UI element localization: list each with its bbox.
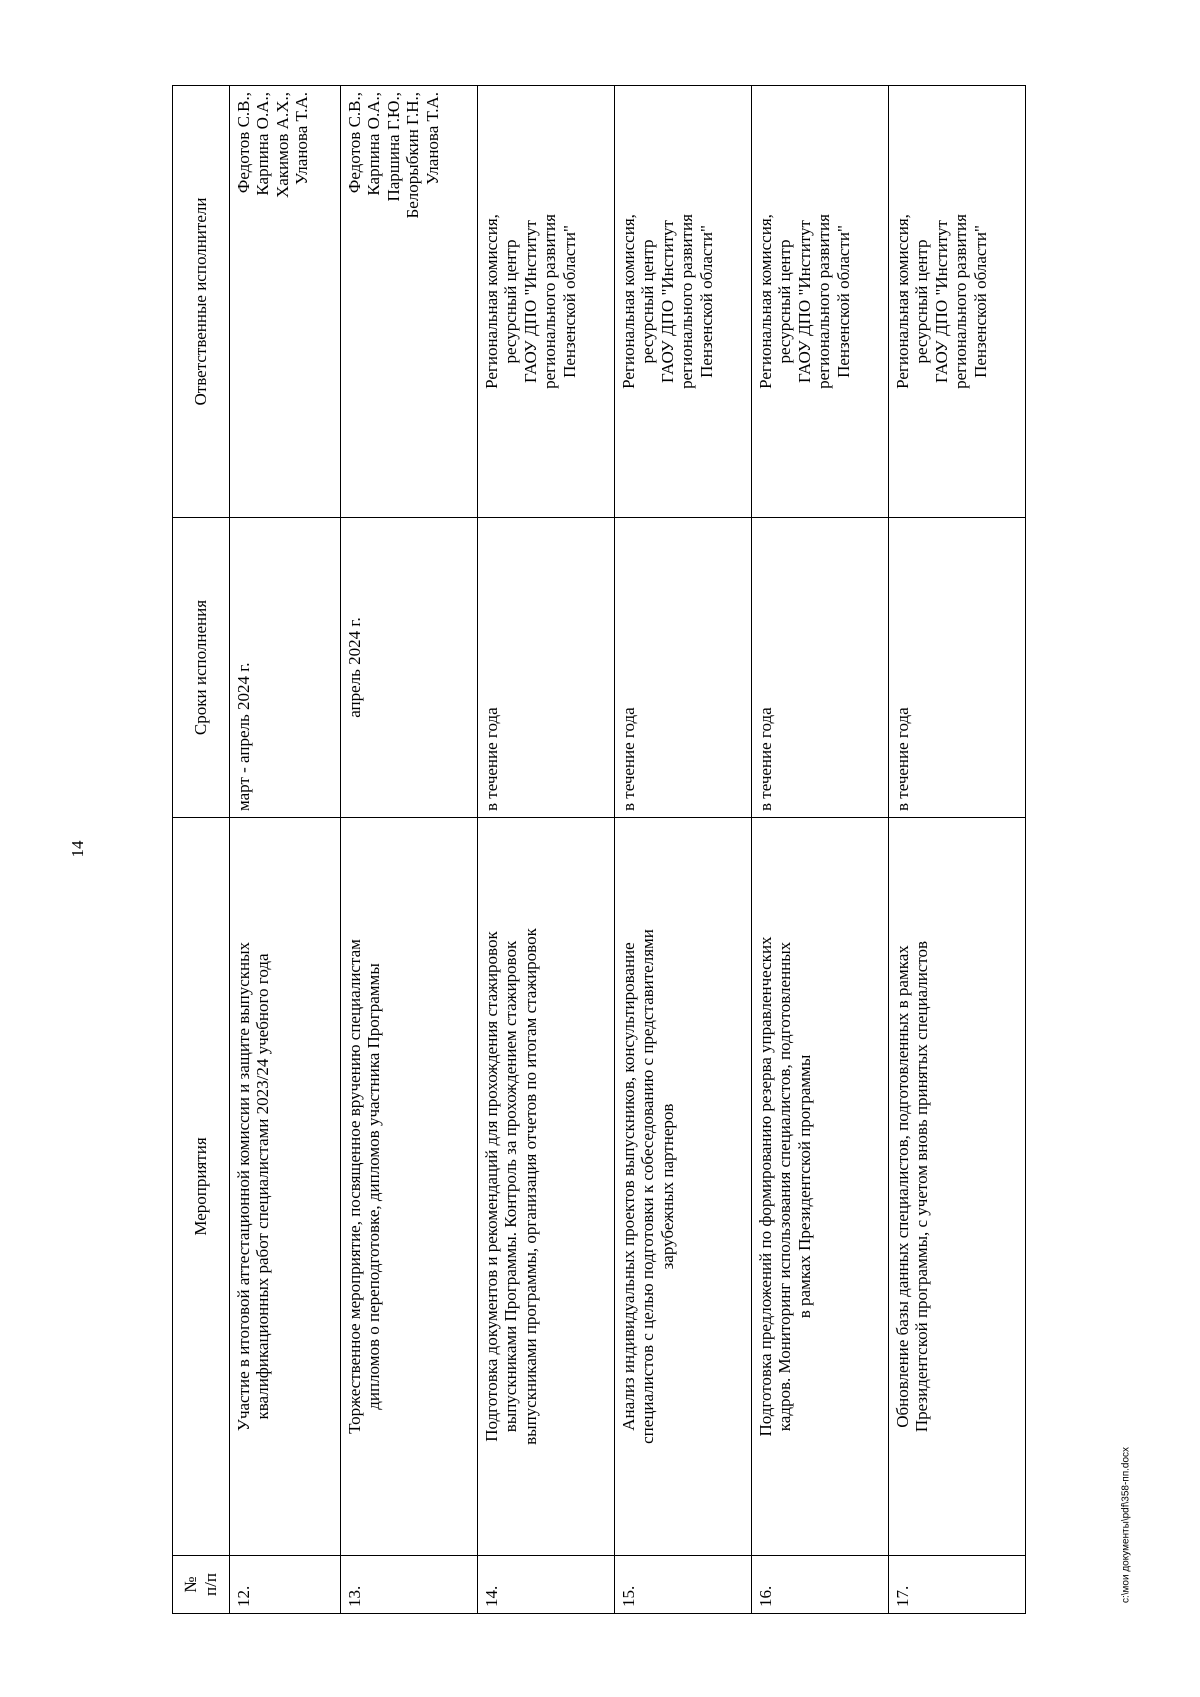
row-activity: Подготовка документов и рекомендаций для прохождения стажировок выпускниками Программы. Контроль за прохождением стажировок выпускниками программы, организация отчетов по итогам стажировок xyxy=(477,818,614,1556)
row-activity: Обновление базы данных специалистов, подготовленных в рамках Президентской программы, с учетом вновь принятых специалистов xyxy=(888,818,1025,1556)
header-responsible: Ответственные исполнители xyxy=(173,86,230,518)
row-activity: Участие в итоговой аттестационной комиссии и защите выпускных квалификационных работ специалистами 2023/24 учебного года xyxy=(229,818,340,1556)
page-number: 14 xyxy=(68,840,87,858)
row-responsible: Региональная комиссия, ресурсный центр ГАОУ ДПО "Институт регионального развития Пензенской области" xyxy=(614,86,751,518)
row-deadline: в течение года xyxy=(614,518,751,818)
row-deadline: в течение года xyxy=(477,518,614,818)
activities-table xyxy=(172,85,1026,1614)
row-responsible: Федотов С.В., Карпина О.А., Хакимов А.Х., Уланова Т.А. xyxy=(229,86,340,518)
row-responsible: Региональная комиссия, ресурсный центр ГАОУ ДПО "Институт регионального развития Пензенской области" xyxy=(751,86,888,518)
footer-file-path: c:\мои документы\pdf\358-пп.docx xyxy=(1120,1446,1132,1604)
table-header-row xyxy=(173,86,230,1614)
row-number: 12. xyxy=(229,1556,340,1614)
header-deadline: Сроки исполнения xyxy=(173,518,230,818)
table-row xyxy=(888,86,1025,1614)
row-responsible: Федотов С.В., Карпина О.А., Паршина Г.Ю., Белорыбкин Г.Н., Уланова Т.А. xyxy=(340,86,477,518)
table-row xyxy=(229,86,340,1614)
row-number: 16. xyxy=(751,1556,888,1614)
table-row xyxy=(477,86,614,1614)
table-row xyxy=(614,86,751,1614)
table-container xyxy=(172,86,1026,1614)
row-responsible: Региональная комиссия, ресурсный центр ГАОУ ДПО "Институт регионального развития Пензенской области" xyxy=(477,86,614,518)
header-activities: Мероприятия xyxy=(173,818,230,1556)
row-deadline: март - апрель 2024 г. xyxy=(229,518,340,818)
row-responsible: Региональная комиссия, ресурсный центр ГАОУ ДПО "Институт регионального развития Пензенской области" xyxy=(888,86,1025,518)
table-row xyxy=(340,86,477,1614)
row-number: 13. xyxy=(340,1556,477,1614)
row-activity: Подготовка предложений по формированию резерва управленческих кадров. Мониторинг использования специалистов, подготовленных в рамках Президентской программы xyxy=(751,818,888,1556)
row-deadline: в течение года xyxy=(751,518,888,818)
table-row xyxy=(751,86,888,1614)
row-activity: Торжественное мероприятие, посвященное вручению специалистам дипломов о переподготовке, дипломов участника Программы xyxy=(340,818,477,1556)
row-number: 15. xyxy=(614,1556,751,1614)
row-deadline: в течение года xyxy=(888,518,1025,818)
header-number: № п/п xyxy=(173,1556,230,1614)
row-activity: Анализ индивидуальных проектов выпускников, консультирование специалистов с целью подготовки к собеседованию с представителями зарубежных партнеров xyxy=(614,818,751,1556)
row-number: 14. xyxy=(477,1556,614,1614)
row-deadline: апрель 2024 г. xyxy=(340,518,477,818)
row-number: 17. xyxy=(888,1556,1025,1614)
